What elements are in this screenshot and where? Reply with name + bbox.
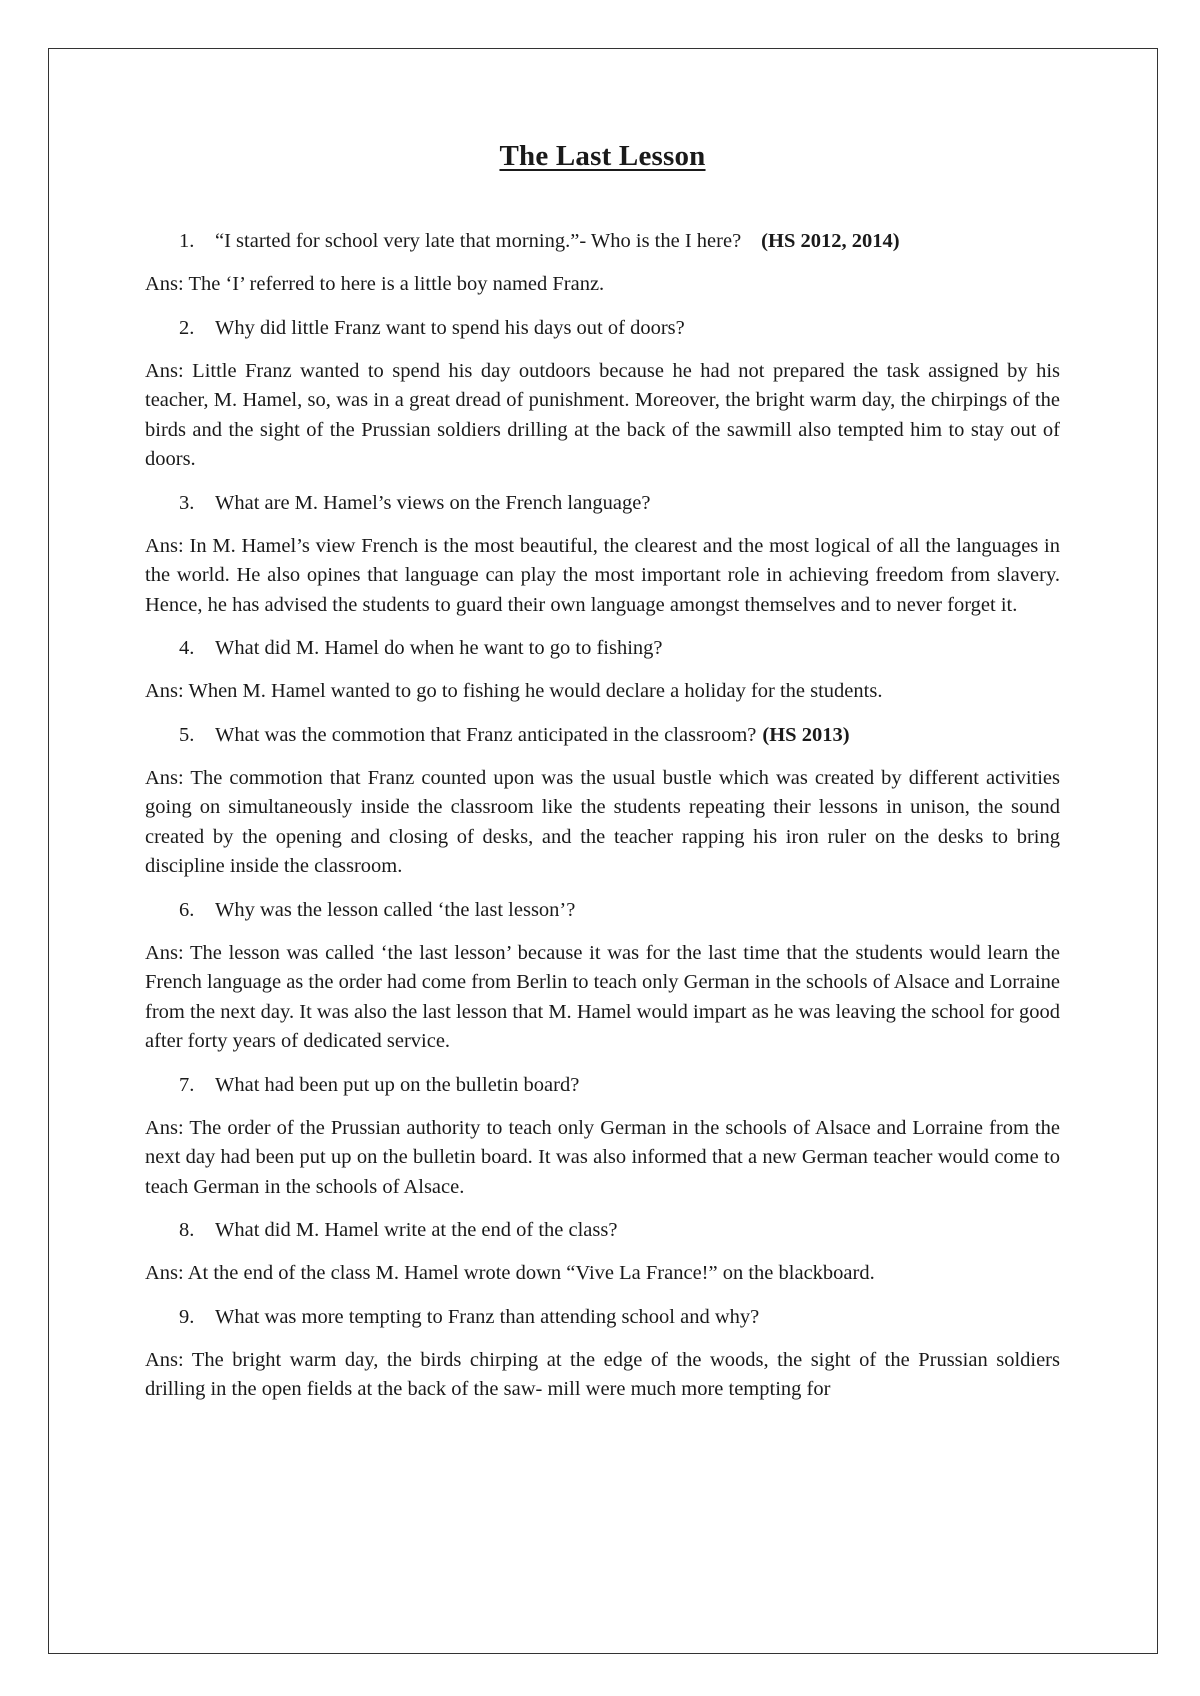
answer-text: Ans: The ‘I’ referred to here is a little boy named Franz. [145,273,605,295]
question [145,721,1060,750]
document-body [145,140,1060,1419]
question-number: 5. [179,723,195,746]
question-text [215,227,1060,256]
question-number: 8. [179,1219,195,1241]
question-number: 6. [179,898,195,921]
answer-text: Ans: The order of the Prussian authority to teach only German in the schools of Alsace and Lorraine from the next day had been put up on the bulletin board. It was also informed that a new German teacher would come to teach German in the schools of Alsace. [145,1116,1060,1198]
question-number: 1. [179,230,195,252]
question-text: What did M. Hamel do when he want to go to fishing? [215,637,663,659]
qa-item-5 [145,721,1060,882]
qa-item-8 [145,1216,1060,1289]
answer-text: Ans: Little Franz wanted to spend his day outdoors because he had not prepared the task assigned by his teacher, M. Hamel, so, was in a great dread of punishment. Moreover, the bright warm day, the chirpings of the birds and the sight of the Prussian soldiers drilling at the back of the sawmill also tempted him to stay out of doors. [145,359,1060,470]
question [145,1216,1060,1245]
question-label: “I started for school very late that morning.”- Who is the I here? [215,230,742,252]
question [145,1303,1060,1332]
document-title: The Last Lesson [499,140,706,172]
qa-item-1 [145,227,1060,300]
answer-text: Ans: The commotion that Franz counted upon was the usual bustle which was created by different activities going on simultaneously inside the classroom like the students repeating their lessons in unison, the sound created by the opening and closing of desks, and the teacher rapping his iron ruler on the desks to bring discipline inside the classroom. [145,766,1060,877]
question-text: What did M. Hamel write at the end of the class? [215,1219,618,1241]
question-text: What was more tempting to Franz than attending school and why? [215,1305,760,1328]
qa-item-2 [145,314,1060,475]
question-text [215,721,1060,750]
answer-text: Ans: In M. Hamel’s view French is the most beautiful, the clearest and the most logical of all the languages in the world. He also opines that language can play the most important role in achieving freedom from slavery. Hence, he has advised the students to guard their own language amongst themselves and to never forget it. [145,534,1060,616]
question-number: 3. [179,491,195,514]
question-number: 2. [179,316,195,339]
question-number: 7. [179,1073,195,1096]
question [145,896,1060,925]
question [145,227,1060,256]
answer-text: Ans: When M. Hamel wanted to go to fishing he would declare a holiday for the students. [145,680,883,702]
qa-item-7 [145,1071,1060,1203]
question-number: 9. [179,1305,195,1328]
question-text: Why did little Franz want to spend his days out of doors? [215,316,685,339]
question-text: Why was the lesson called ‘the last lesson’? [215,898,576,921]
answer-text: Ans: The bright warm day, the birds chirping at the edge of the woods, the sight of the Prussian soldiers drilling in the open fields at the back of the saw- mill were much more tempting for [145,1348,1060,1400]
question [145,489,1060,518]
qa-item-4 [145,634,1060,707]
qa-item-6 [145,896,1060,1057]
qa-list [145,227,1060,1405]
question-text: What are M. Hamel’s views on the French language? [215,491,651,514]
question [145,1071,1060,1100]
question [145,634,1060,663]
exam-tag: (HS 2012, 2014) [761,230,900,252]
exam-tag: (HS 2013) [762,723,850,746]
qa-item-9 [145,1303,1060,1405]
question-label: What was the commotion that Franz anticipated in the classroom? [215,723,757,746]
qa-item-3 [145,489,1060,621]
question-text: What had been put up on the bulletin board? [215,1073,580,1096]
question-number: 4. [179,637,195,659]
answer-text: Ans: At the end of the class M. Hamel wrote down “Vive La France!” on the blackboard. [145,1262,875,1284]
question [145,314,1060,343]
answer-text: Ans: The lesson was called ‘the last lesson’ because it was for the last time that the students would learn the French language as the order had come from Berlin to teach only German in the schools of Alsace and Lorraine from the next day. It was also the last lesson that M. Hamel would impart as he was leaving the school for good after forty years of dedicated service. [145,941,1060,1052]
